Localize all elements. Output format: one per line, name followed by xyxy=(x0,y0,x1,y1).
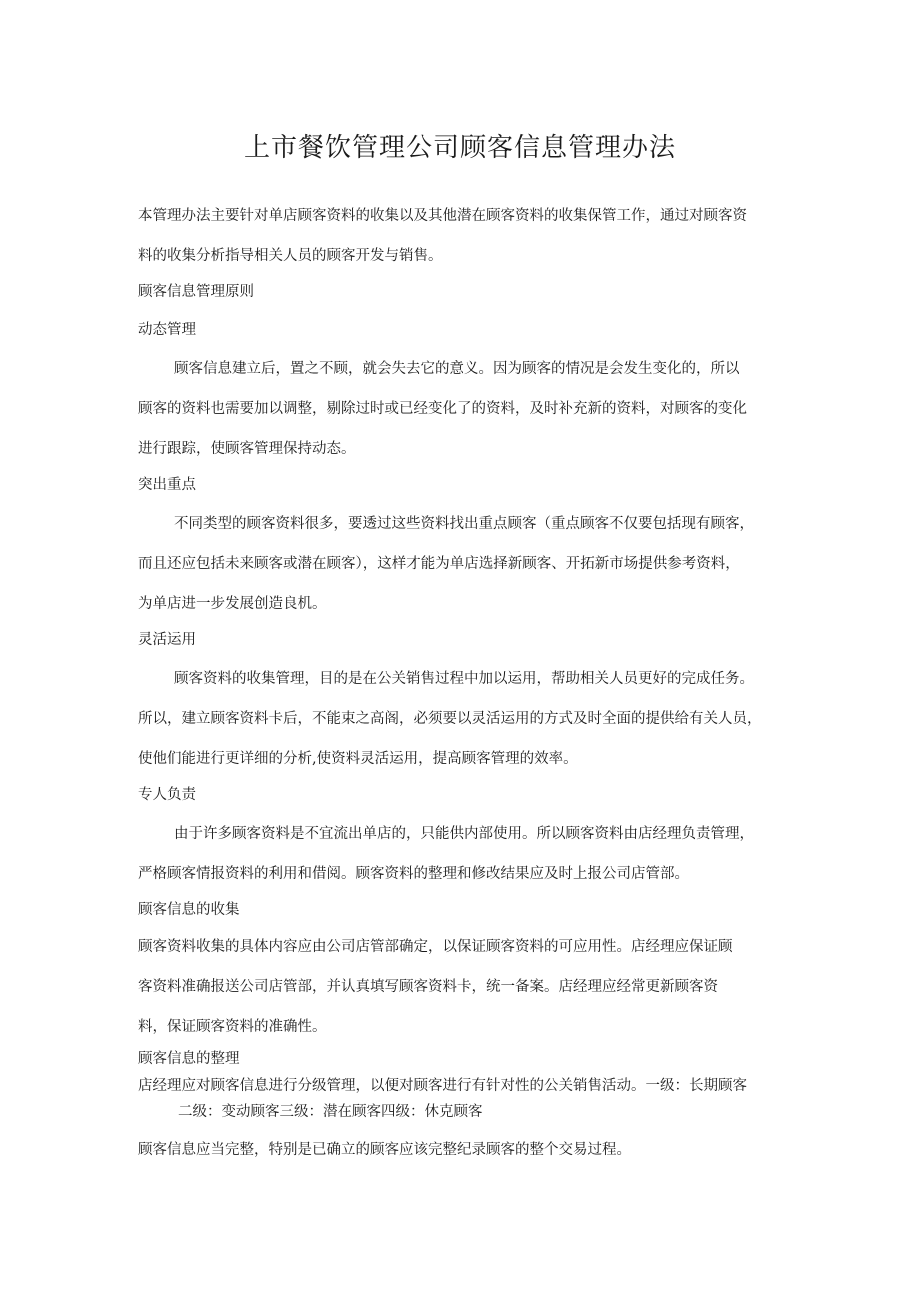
focus-line-3: 为单店进一步发展创造良机。 xyxy=(138,596,327,612)
dynamic-line-2: 顾客的资料也需要加以调整，剔除过时或已经变化了的资料，及时补充新的资料，对顾客的变化 xyxy=(138,401,747,417)
organize-line-2: 二级：变动顾客三级：潜在顾客四级：休克顾客 xyxy=(178,1104,483,1120)
dynamic-line-3: 进行跟踪，使顾客管理保持动态。 xyxy=(138,441,356,457)
organize-line-1: 店经理应对顾客信息进行分级管理，以便对顾客进行有针对性的公关销售活动。一级：长期顾客 xyxy=(138,1078,747,1094)
responsible-paragraph xyxy=(138,814,798,894)
flexible-paragraph xyxy=(138,659,798,779)
focus-heading: 突出重点 xyxy=(138,477,196,493)
focus-line-2: 而且还应包括未来顾客或潜在顾客），这样才能为单店选择新顾客、开拓新市场提供参考资料， xyxy=(138,556,740,572)
dynamic-heading: 动态管理 xyxy=(138,322,196,338)
collection-line-1: 顾客资料收集的具体内容应由公司店管部确定，以保证顾客资料的可应用性。店经理应保证顾 xyxy=(138,939,733,955)
responsible-heading: 专人负责 xyxy=(138,787,196,803)
flexible-line-2: 所以，建立顾客资料卡后，不能束之高阁，必须要以灵活运用的方式及时全面的提供给有关人员， xyxy=(138,711,762,727)
flexible-line-1: 顾客资料的收集管理，目的是在公关销售过程中加以运用，帮助相关人员更好的完成任务。 xyxy=(174,671,754,687)
intro-line-2: 料的收集分析指导相关人员的顾客开发与销售。 xyxy=(138,248,443,264)
collection-line-2: 客资料准确报送公司店管部，并认真填写顾客资料卡，统一备案。店经理应经常更新顾客资 xyxy=(138,979,718,995)
flexible-heading: 灵活运用 xyxy=(138,632,196,648)
collection-line-3: 料，保证顾客资料的准确性。 xyxy=(138,1019,327,1035)
document-title: 上市餐饮管理公司顾客信息管理办法 xyxy=(243,133,676,163)
dynamic-paragraph xyxy=(138,349,798,469)
collection-paragraph xyxy=(138,927,798,1047)
focus-line-1: 不同类型的顾客资料很多，要透过这些资料找出重点顾客（重点顾客不仅要包括现有顾客， xyxy=(174,516,754,532)
focus-paragraph xyxy=(138,504,798,624)
intro-paragraph xyxy=(138,196,798,276)
responsible-line-2: 严格顾客情报资料的利用和借阅。顾客资料的整理和修改结果应及时上报公司店管部。 xyxy=(138,866,689,882)
principles-heading: 顾客信息管理原则 xyxy=(138,284,254,300)
flexible-line-3: 使他们能进行更详细的分析,使资料灵活运用，提高顾客管理的效率。 xyxy=(138,751,578,767)
collection-heading: 顾客信息的收集 xyxy=(138,902,240,918)
responsible-line-1: 由于许多顾客资料是不宜流出单店的，只能供内部使用。所以顾客资料由店经理负责管理， xyxy=(174,826,754,842)
organize-heading: 顾客信息的整理 xyxy=(138,1051,240,1067)
dynamic-line-1: 顾客信息建立后，置之不顾，就会失去它的意义。因为顾客的情况是会发生变化的，所以 xyxy=(174,361,740,377)
organize-line-3: 顾客信息应当完整，特别是已确立的顾客应该完整纪录顾客的整个交易过程。 xyxy=(138,1142,631,1158)
intro-line-1: 本管理办法主要针对单店顾客资料的收集以及其他潜在顾客资料的收集保管工作，通过对顾客资 xyxy=(138,208,747,224)
